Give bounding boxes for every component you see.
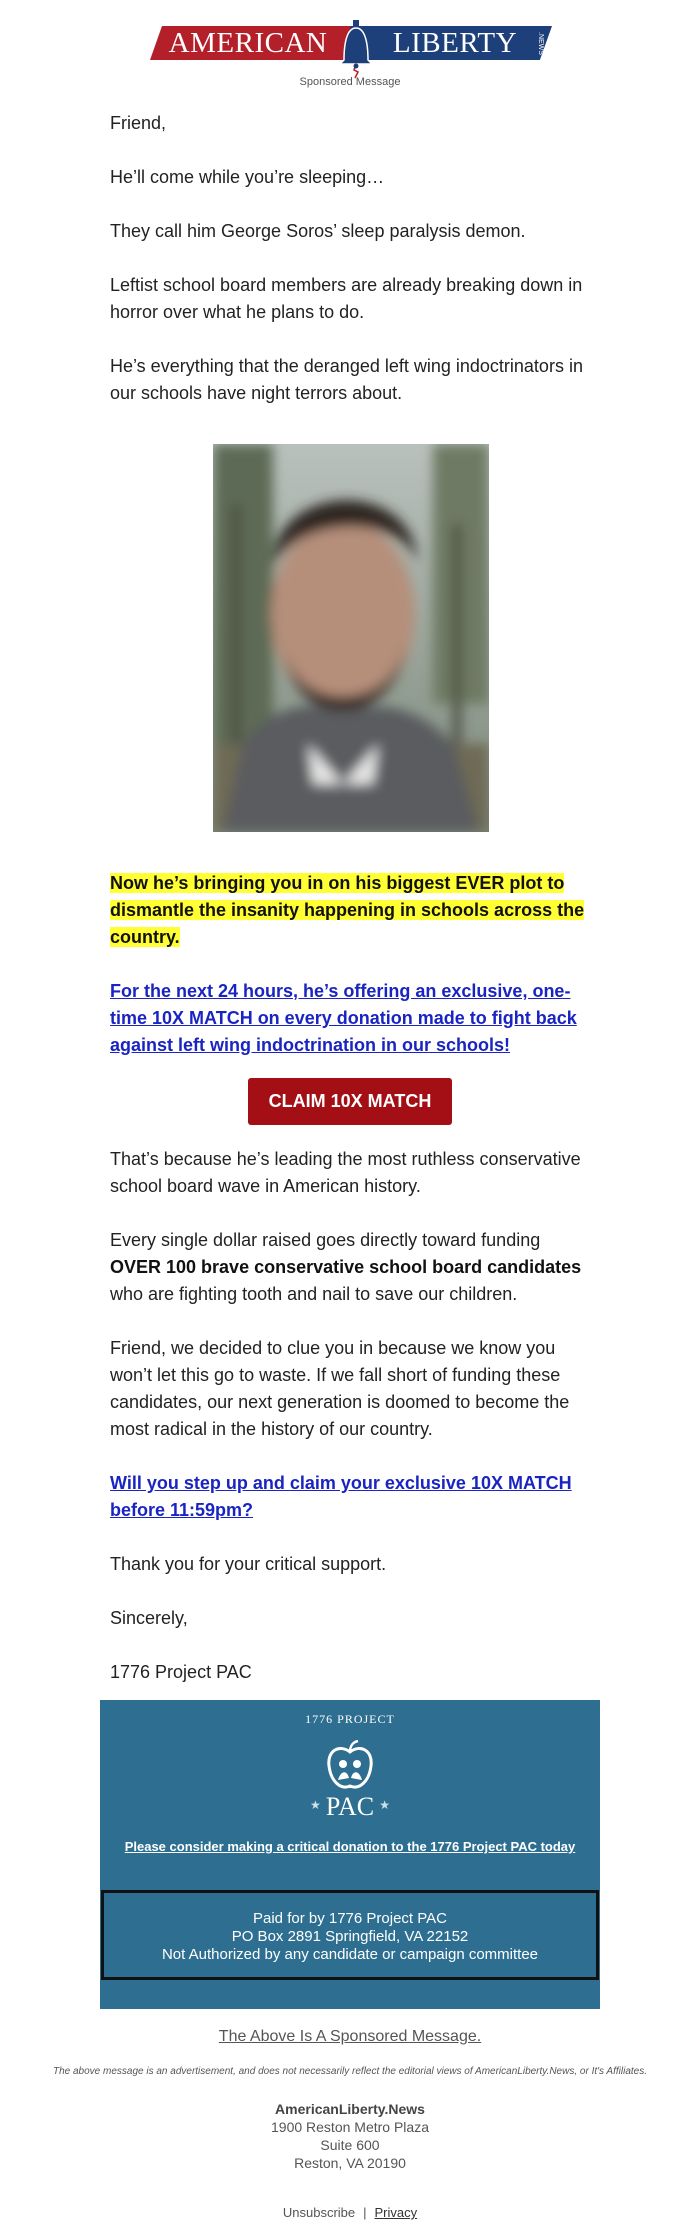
pac-logo — [300, 1712, 400, 1822]
logo-word-american: AMERICAN — [168, 27, 328, 59]
paragraph-5: That’s because he’s leading the most ruthless conservative school board wave in American history. — [110, 1149, 581, 1196]
paragraph-4: He’s everything that the deranged left wing indoctrinators in our schools have night terrors about. — [110, 356, 583, 403]
pac-footer-block — [100, 1700, 600, 2009]
step-up-link[interactable]: Will you step up and claim your exclusive 10X MATCH before 11:59pm? — [110, 1473, 572, 1520]
match-offer-paragraph — [110, 978, 590, 1059]
video-thumbnail-image[interactable] — [213, 444, 489, 832]
star-icon-right: ★ — [379, 1798, 390, 1812]
liberty-bell-icon — [334, 20, 378, 82]
step-up-paragraph — [110, 1470, 590, 1524]
header-logo — [0, 6, 700, 94]
unsubscribe-link[interactable]: Unsubscribe — [282, 2205, 356, 2220]
highlight-text: Now he’s bringing you in on his biggest EVER plot to dismantle the insanity happening in schools across the country. — [110, 873, 585, 947]
paid-line-1: Paid for by 1776 Project PAC — [253, 1910, 447, 1927]
publisher-name: AmericanLiberty.News — [275, 2101, 425, 2117]
paragraph-6 — [110, 1227, 590, 1308]
sponsored-message-link[interactable]: The Above Is A Sponsored Message. — [218, 2028, 482, 2045]
footer-links — [0, 2205, 700, 2220]
portrait-illustration — [213, 444, 489, 832]
paid-line-3: Not Authorized by any candidate or campaign committee — [161, 1946, 539, 1963]
paragraph-6-bold: OVER 100 brave conservative school board candidates — [110, 1257, 582, 1277]
star-icon-left: ★ — [310, 1798, 321, 1812]
pac-logo-word: PAC — [325, 1792, 375, 1821]
paragraph-7: Friend, we decided to clue you in because we know you won’t let this go to waste. If we fall short of funding these candidates, our next generation is doomed to become the most radical in the history of our country. — [110, 1338, 570, 1439]
pac-logo-title: 1776 PROJECT — [305, 1712, 395, 1726]
american-liberty-logo[interactable] — [150, 20, 552, 66]
apple-icon — [325, 1740, 375, 1792]
claim-10x-match-button[interactable]: CLAIM 10X MATCH — [248, 1078, 452, 1125]
match-offer-link[interactable]: For the next 24 hours, he’s offering an exclusive, one-time 10X MATCH on every donation made to fight back against left wing indoctrination in our schools! — [110, 981, 577, 1055]
footer-separator: | — [363, 2205, 367, 2220]
donate-link[interactable]: Please consider making a critical donation to the 1776 Project PAC today — [124, 1839, 576, 1854]
signature-text: 1776 Project PAC — [110, 1662, 252, 1682]
disclaimer-text: The above message is an advertisement, and does not necessarily reflect the editorial views of AmericanLiberty.News, or It's Affiliates. — [52, 2066, 648, 2077]
paragraph-3: Leftist school board members are already breaking down in horror over what he plans to do. — [110, 275, 583, 322]
paid-line-2: PO Box 2891 Springfield, VA 22152 — [231, 1928, 469, 1945]
logo-word-liberty: LIBERTY — [392, 27, 518, 59]
thanks-text: Thank you for your critical support. — [110, 1554, 387, 1574]
publisher-address — [0, 2100, 700, 2172]
privacy-link[interactable]: Privacy — [374, 2205, 418, 2220]
signoff-text: Sincerely, — [110, 1608, 188, 1628]
highlight-paragraph — [110, 870, 590, 951]
sponsored-tag: Sponsored Message — [299, 76, 401, 88]
greeting: Friend, — [110, 113, 167, 133]
paragraph-6-start: Every single dollar raised goes directly toward funding — [110, 1230, 541, 1250]
address-line-3: Reston, VA 20190 — [294, 2155, 406, 2171]
logo-word-news: .NEWS — [537, 32, 544, 55]
paid-for-box — [101, 1890, 599, 1980]
address-line-1: 1900 Reston Metro Plaza — [271, 2119, 429, 2135]
paragraph-6-end: who are fighting tooth and nail to save our children. — [110, 1284, 518, 1304]
address-line-2: Suite 600 — [320, 2137, 380, 2153]
paragraph-1: He’ll come while you’re sleeping… — [110, 167, 385, 187]
paragraph-2: They call him George Soros’ sleep paralysis demon. — [110, 221, 526, 241]
